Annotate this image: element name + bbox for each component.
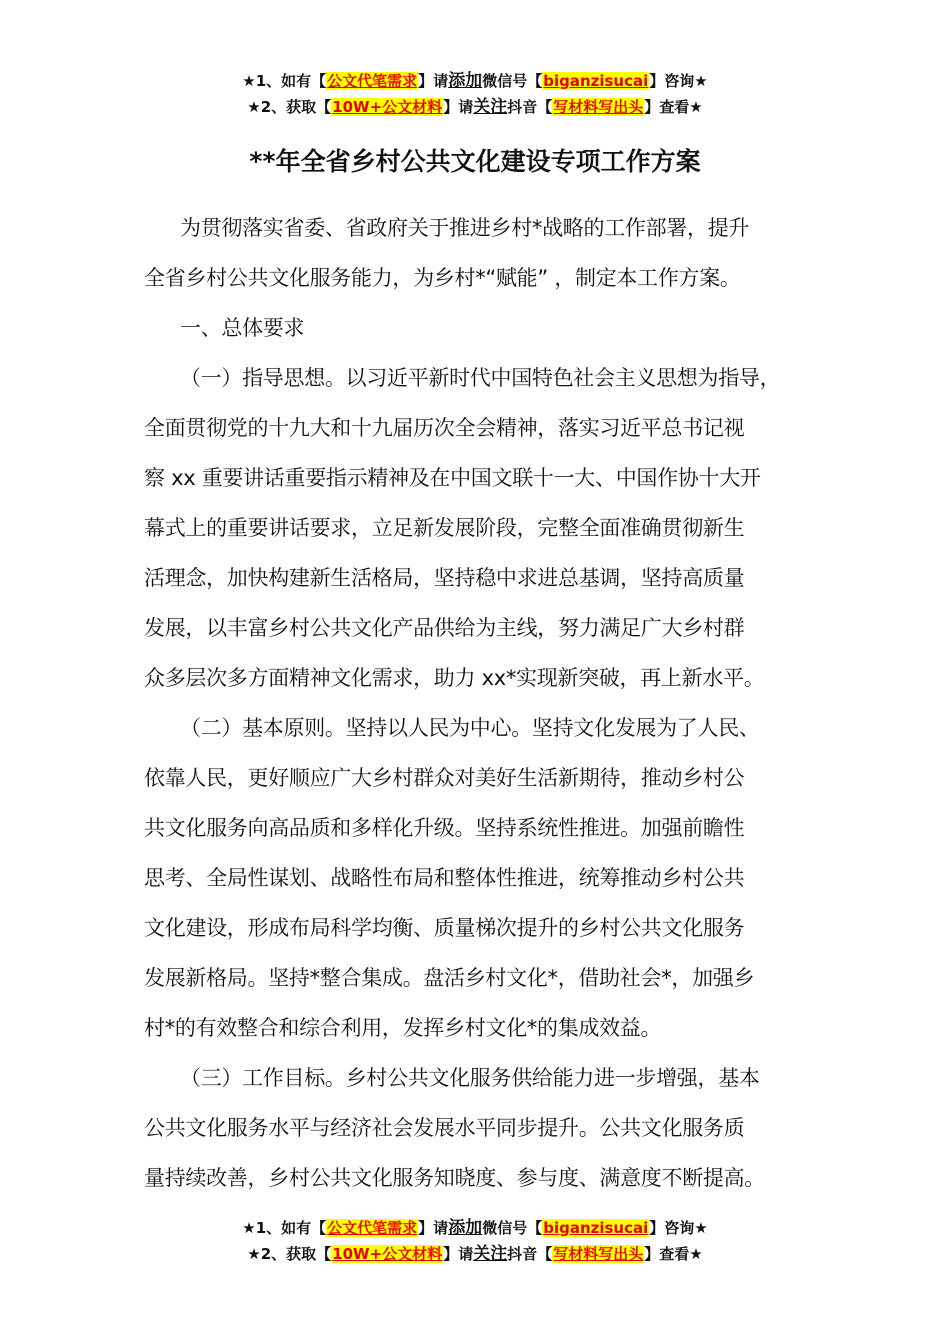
- highlight-service: 公文代笔需求: [327, 1219, 418, 1237]
- paragraph-line: 共文化服务向高品质和多样化升级。坚持系统性推进。加强前瞻性: [144, 816, 745, 840]
- highlight-materials: 10W+公文材料: [332, 98, 443, 116]
- banner-line-2: [0, 1241, 950, 1267]
- banner-text: 微信号【: [482, 1219, 543, 1237]
- paragraph-line: 发展新格局。坚持*整合集成。盘活乡村文化*，借助社会*，加强乡: [144, 966, 755, 990]
- highlight-materials: 10W+公文材料: [332, 1245, 443, 1263]
- section-heading: 一、总体要求: [180, 316, 305, 340]
- banner-text: 抖音【: [507, 1245, 553, 1263]
- banner-text: ★2、获取【: [247, 1245, 332, 1263]
- banner-emphasis: 添加: [448, 71, 483, 91]
- highlight-douyin-id: 写材料写出头: [553, 1245, 644, 1263]
- paragraph-line: （三）工作目标。乡村公共文化服务供给能力进一步增强，基本: [180, 1066, 760, 1090]
- paragraph-line: 活理念，加快构建新生活格局，坚持稳中求进总基调，坚持高质量: [144, 566, 745, 590]
- banner-text: ★2、获取【: [247, 98, 332, 116]
- footer-banner: [0, 1215, 950, 1267]
- paragraph-line: 思考、全局性谋划、战略性布局和整体性推进，统筹推动乡村公共: [144, 866, 745, 890]
- highlight-wechat-id: biganzisucai: [543, 1219, 649, 1237]
- highlight-wechat-id: biganzisucai: [543, 72, 649, 90]
- banner-emphasis: 关注: [473, 97, 508, 117]
- banner-text: 】请: [418, 1219, 449, 1237]
- banner-line-1: [0, 68, 950, 94]
- banner-text: 】请: [418, 72, 449, 90]
- banner-text: 抖音【: [507, 98, 553, 116]
- highlight-service: 公文代笔需求: [327, 72, 418, 90]
- paragraph-line: 全省乡村公共文化服务能力，为乡村*“赋能” ，制定本工作方案。: [144, 266, 741, 290]
- document-title: **年全省乡村公共文化建设专项工作方案: [249, 147, 701, 176]
- banner-text: 】咨询★: [649, 72, 708, 90]
- banner-text: 】咨询★: [649, 1219, 708, 1237]
- banner-text: ★1、如有【: [242, 1219, 327, 1237]
- banner-text: ★1、如有【: [242, 72, 327, 90]
- banner-text: 】请: [443, 98, 474, 116]
- banner-text: 】查看★: [644, 1245, 703, 1263]
- banner-emphasis: 添加: [448, 1218, 483, 1238]
- paragraph-line: （二）基本原则。坚持以人民为中心。坚持文化发展为了人民、: [180, 716, 760, 740]
- banner-text: 微信号【: [482, 72, 543, 90]
- paragraph-line: 众多层次多方面精神文化需求，助力 xx*实现新突破，再上新水平。: [144, 666, 765, 690]
- banner-text: 】查看★: [644, 98, 703, 116]
- banner-line-1: [0, 1215, 950, 1241]
- document-body: [144, 203, 834, 1203]
- highlight-douyin-id: 写材料写出头: [553, 98, 644, 116]
- paragraph-line: 量持续改善，乡村公共文化服务知晓度、参与度、满意度不断提高。: [144, 1166, 765, 1190]
- paragraph-line: 村*的有效整合和综合利用，发挥乡村文化*的集成效益。: [144, 1016, 662, 1040]
- banner-line-2: [0, 94, 950, 120]
- header-banner: [0, 68, 950, 120]
- paragraph-line: 察 xx 重要讲话重要指示精神及在中国文联十一大、中国作协十大开: [144, 466, 761, 490]
- banner-text: 】请: [443, 1245, 474, 1263]
- paragraph-line: （一）指导思想。以习近平新时代中国特色社会主义思想为指导，: [180, 366, 781, 390]
- paragraph-line: 为贯彻落实省委、省政府关于推进乡村*战略的工作部署，提升: [180, 216, 750, 240]
- paragraph-line: 发展，以丰富乡村公共文化产品供给为主线，努力满足广大乡村群: [144, 616, 745, 640]
- paragraph-line: 依靠人民，更好顺应广大乡村群众对美好生活新期待，推动乡村公: [144, 766, 745, 790]
- paragraph-line: 幕式上的重要讲话要求，立足新发展阶段，完整全面准确贯彻新生: [144, 516, 745, 540]
- paragraph-line: 全面贯彻党的十九大和十九届历次全会精神，落实习近平总书记视: [144, 416, 745, 440]
- paragraph-line: 文化建设，形成布局科学均衡、质量梯次提升的乡村公共文化服务: [144, 916, 745, 940]
- banner-emphasis: 关注: [473, 1244, 508, 1264]
- paragraph-line: 公共文化服务水平与经济社会发展水平同步提升。公共文化服务质: [144, 1116, 745, 1140]
